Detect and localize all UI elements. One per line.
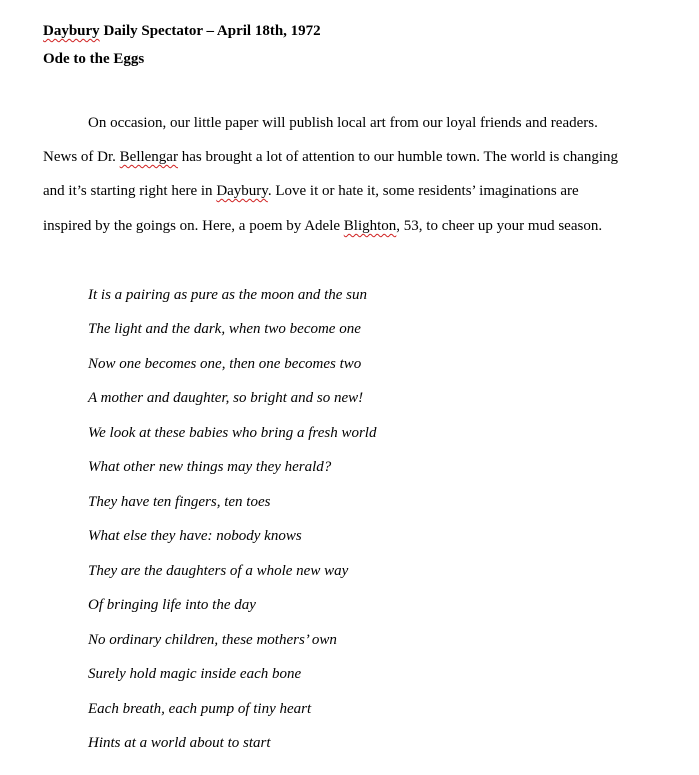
poem-line: Hints at a world about to start — [88, 735, 271, 751]
article-text: , 53, to cheer up your mud season. — [396, 218, 603, 234]
poem-line: What other new things may they herald? — [88, 459, 332, 475]
article-line-3 — [43, 182, 579, 200]
poem-line: They are the daughters of a whole new way — [88, 563, 349, 579]
misspelled-word[interactable]: Blighton — [343, 218, 397, 234]
poem-line: We look at these babies who bring a fresh world — [88, 425, 377, 441]
newspaper-title — [43, 22, 321, 40]
article-text: inspired by the goings on. Here, a poem by Adele — [43, 218, 344, 234]
poem-line: No ordinary children, these mothers’ own — [88, 632, 337, 648]
misspelled-word[interactable]: Bellengar — [119, 149, 178, 165]
article-text: News of Dr. — [43, 149, 120, 165]
poem-line: A mother and daughter, so bright and so new! — [88, 390, 364, 406]
article-line-4 — [43, 217, 602, 235]
article-line-1: On occasion, our little paper will publish local art from our loyal friends and readers. — [88, 115, 598, 131]
poem-line: Now one becomes one, then one becomes two — [88, 356, 362, 372]
article-headline: Ode to the Eggs — [43, 51, 145, 67]
poem-line: It is a pairing as pure as the moon and the sun — [88, 287, 368, 303]
misspelled-word[interactable]: Daybury — [43, 23, 100, 39]
poem-line: Each breath, each pump of tiny heart — [88, 701, 312, 717]
poem-line: Of bringing life into the day — [88, 597, 256, 613]
poem-line: They have ten fingers, ten toes — [88, 494, 271, 510]
article-text: has brought a lot of attention to our humble town. The world is changing — [177, 149, 619, 165]
poem-line: The light and the dark, when two become one — [88, 321, 361, 337]
article-text: . Love it or hate it, some residents’ imaginations are — [267, 183, 579, 199]
article-text: and it’s starting right here in — [43, 183, 217, 199]
article-line-2 — [43, 148, 618, 166]
misspelled-word[interactable]: Daybury — [216, 183, 268, 199]
poem-line: Surely hold magic inside each bone — [88, 666, 302, 682]
newspaper-title-text: Daily Spectator – April 18th, 1972 — [99, 23, 321, 39]
poem-line: What else they have: nobody knows — [88, 528, 302, 544]
